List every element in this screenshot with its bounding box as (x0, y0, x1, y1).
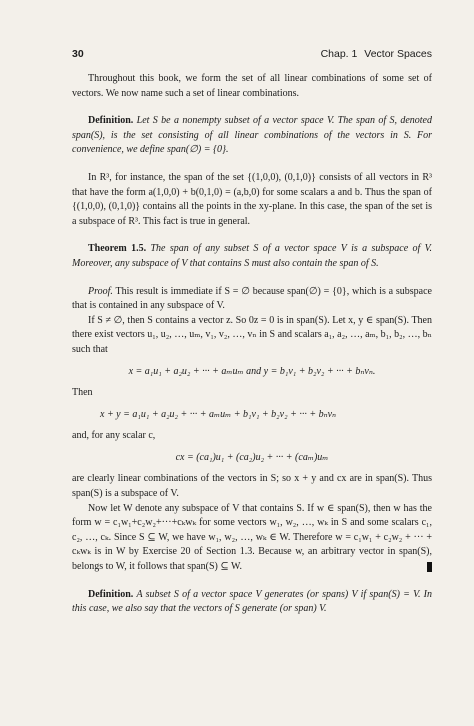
theorem-text: The span of any subset S of a vector space V is a subspace of V. Moreover, any subspace of V that contains S must also contain the span of S. (72, 243, 433, 269)
proof-text-4: Now let W denote any subspace of V that contains S. If w ∈ span(S), then w has the form w = c₁w₁+c₂w₂+···+cₖwₖ for some vectors w₁, w₂, …, wₖ in S and some scalars c₁, c₂, …, cₖ. Since S ⊆ W, we have w₁, w₂, …, wₖ ∈ W. Therefore w = c₁w₁ + c₂w₂ + ··· + cₖwₖ is in W by Exercise 20 of Section 1.3. Because w, an arbitrary vector in span(S), belongs to W, it follows that span(S) ⊆ W. (72, 502, 432, 573)
definition-generates (72, 588, 432, 617)
page-number: 30 (72, 48, 84, 60)
chapter-number: Chap. 1 (320, 48, 358, 60)
definition-label: Definition. (88, 115, 134, 127)
definition-label-2: Definition. (88, 588, 134, 600)
equation-sum: x + y = a₁u₁ + a₂u₂ + ··· + aₘuₘ + b₁v₁ + b₂v₂ + ··· + bₙvₙ (100, 408, 337, 420)
running-header (72, 48, 432, 60)
proof-label: Proof. (88, 285, 113, 297)
chapter-heading (317, 48, 432, 60)
proof-paragraph-1 (72, 285, 432, 314)
theorem (72, 242, 432, 271)
proof-paragraph-2: If S ≠ ∅, then S contains a vector z. So 0z = 0 is in span(S). Let x, y ∈ span(S). Then there exist vectors u₁, u₂, …, uₘ, v₁, v₂, …, vₙ in S and scalars a₁, a₂, …, aₘ, b₁, b₂, …, bₙ such that (72, 314, 432, 355)
definition-text: Let S be a nonempty subset of a vector space V. The span of S, denoted span(S), is the set consisting of all linear combinations of the vectors in S. For convenience, we define span(∅) = {0}. (72, 115, 432, 156)
qed-mark (427, 562, 432, 572)
scalar-text: and, for any scalar c, (72, 430, 156, 442)
definition-text-2: A subset S of a vector space V generates (or spans) V if span(S) = V. In this case, we also say that the vectors of S generate (or span) V. (72, 588, 432, 615)
intro-paragraph: Throughout this book, we form the set of all linear combinations of some set of vectors. We now name such a set of linear combinations. (72, 73, 432, 99)
chapter-title: Vector Spaces (364, 48, 432, 60)
theorem-label: Theorem 1.5. (88, 243, 147, 255)
then-text: Then (72, 387, 93, 399)
definition-span (72, 114, 432, 158)
proof-paragraph-3: are clearly linear combinations of the vectors in S; so x + y and cx are in span(S). Thus span(S) is a subspace of V. (72, 473, 432, 500)
equation-x-y: x = a₁u₁ + a₂u₂ + ··· + aₘuₘ and y = b₁v₁ + b₂v₂ + ··· + bₙvₙ. (128, 365, 376, 377)
example-paragraph: In R³, for instance, the span of the set {(1,0,0), (0,1,0)} consists of all vectors in R³ that have the form a(1,0,0) + b(0,1,0) = (a,b,0) for some scalars a and b. Thus the span of {(1,0,0), (0,1,0)} contains all the points in the xy-plane. In this case, the span of the set is a subspace of R³. This fact is true in general. (72, 171, 432, 227)
proof-text-1: This result is immediate if S = ∅ because span(∅) = {0}, which is a subspace that is contained in any subspace of V. (72, 285, 432, 312)
proof-paragraph-4 (72, 502, 432, 575)
page-body (72, 72, 432, 617)
equation-scalar-multiple: cx = (ca₁)u₁ + (ca₂)u₂ + ··· + (caₘ)uₘ (175, 451, 329, 463)
